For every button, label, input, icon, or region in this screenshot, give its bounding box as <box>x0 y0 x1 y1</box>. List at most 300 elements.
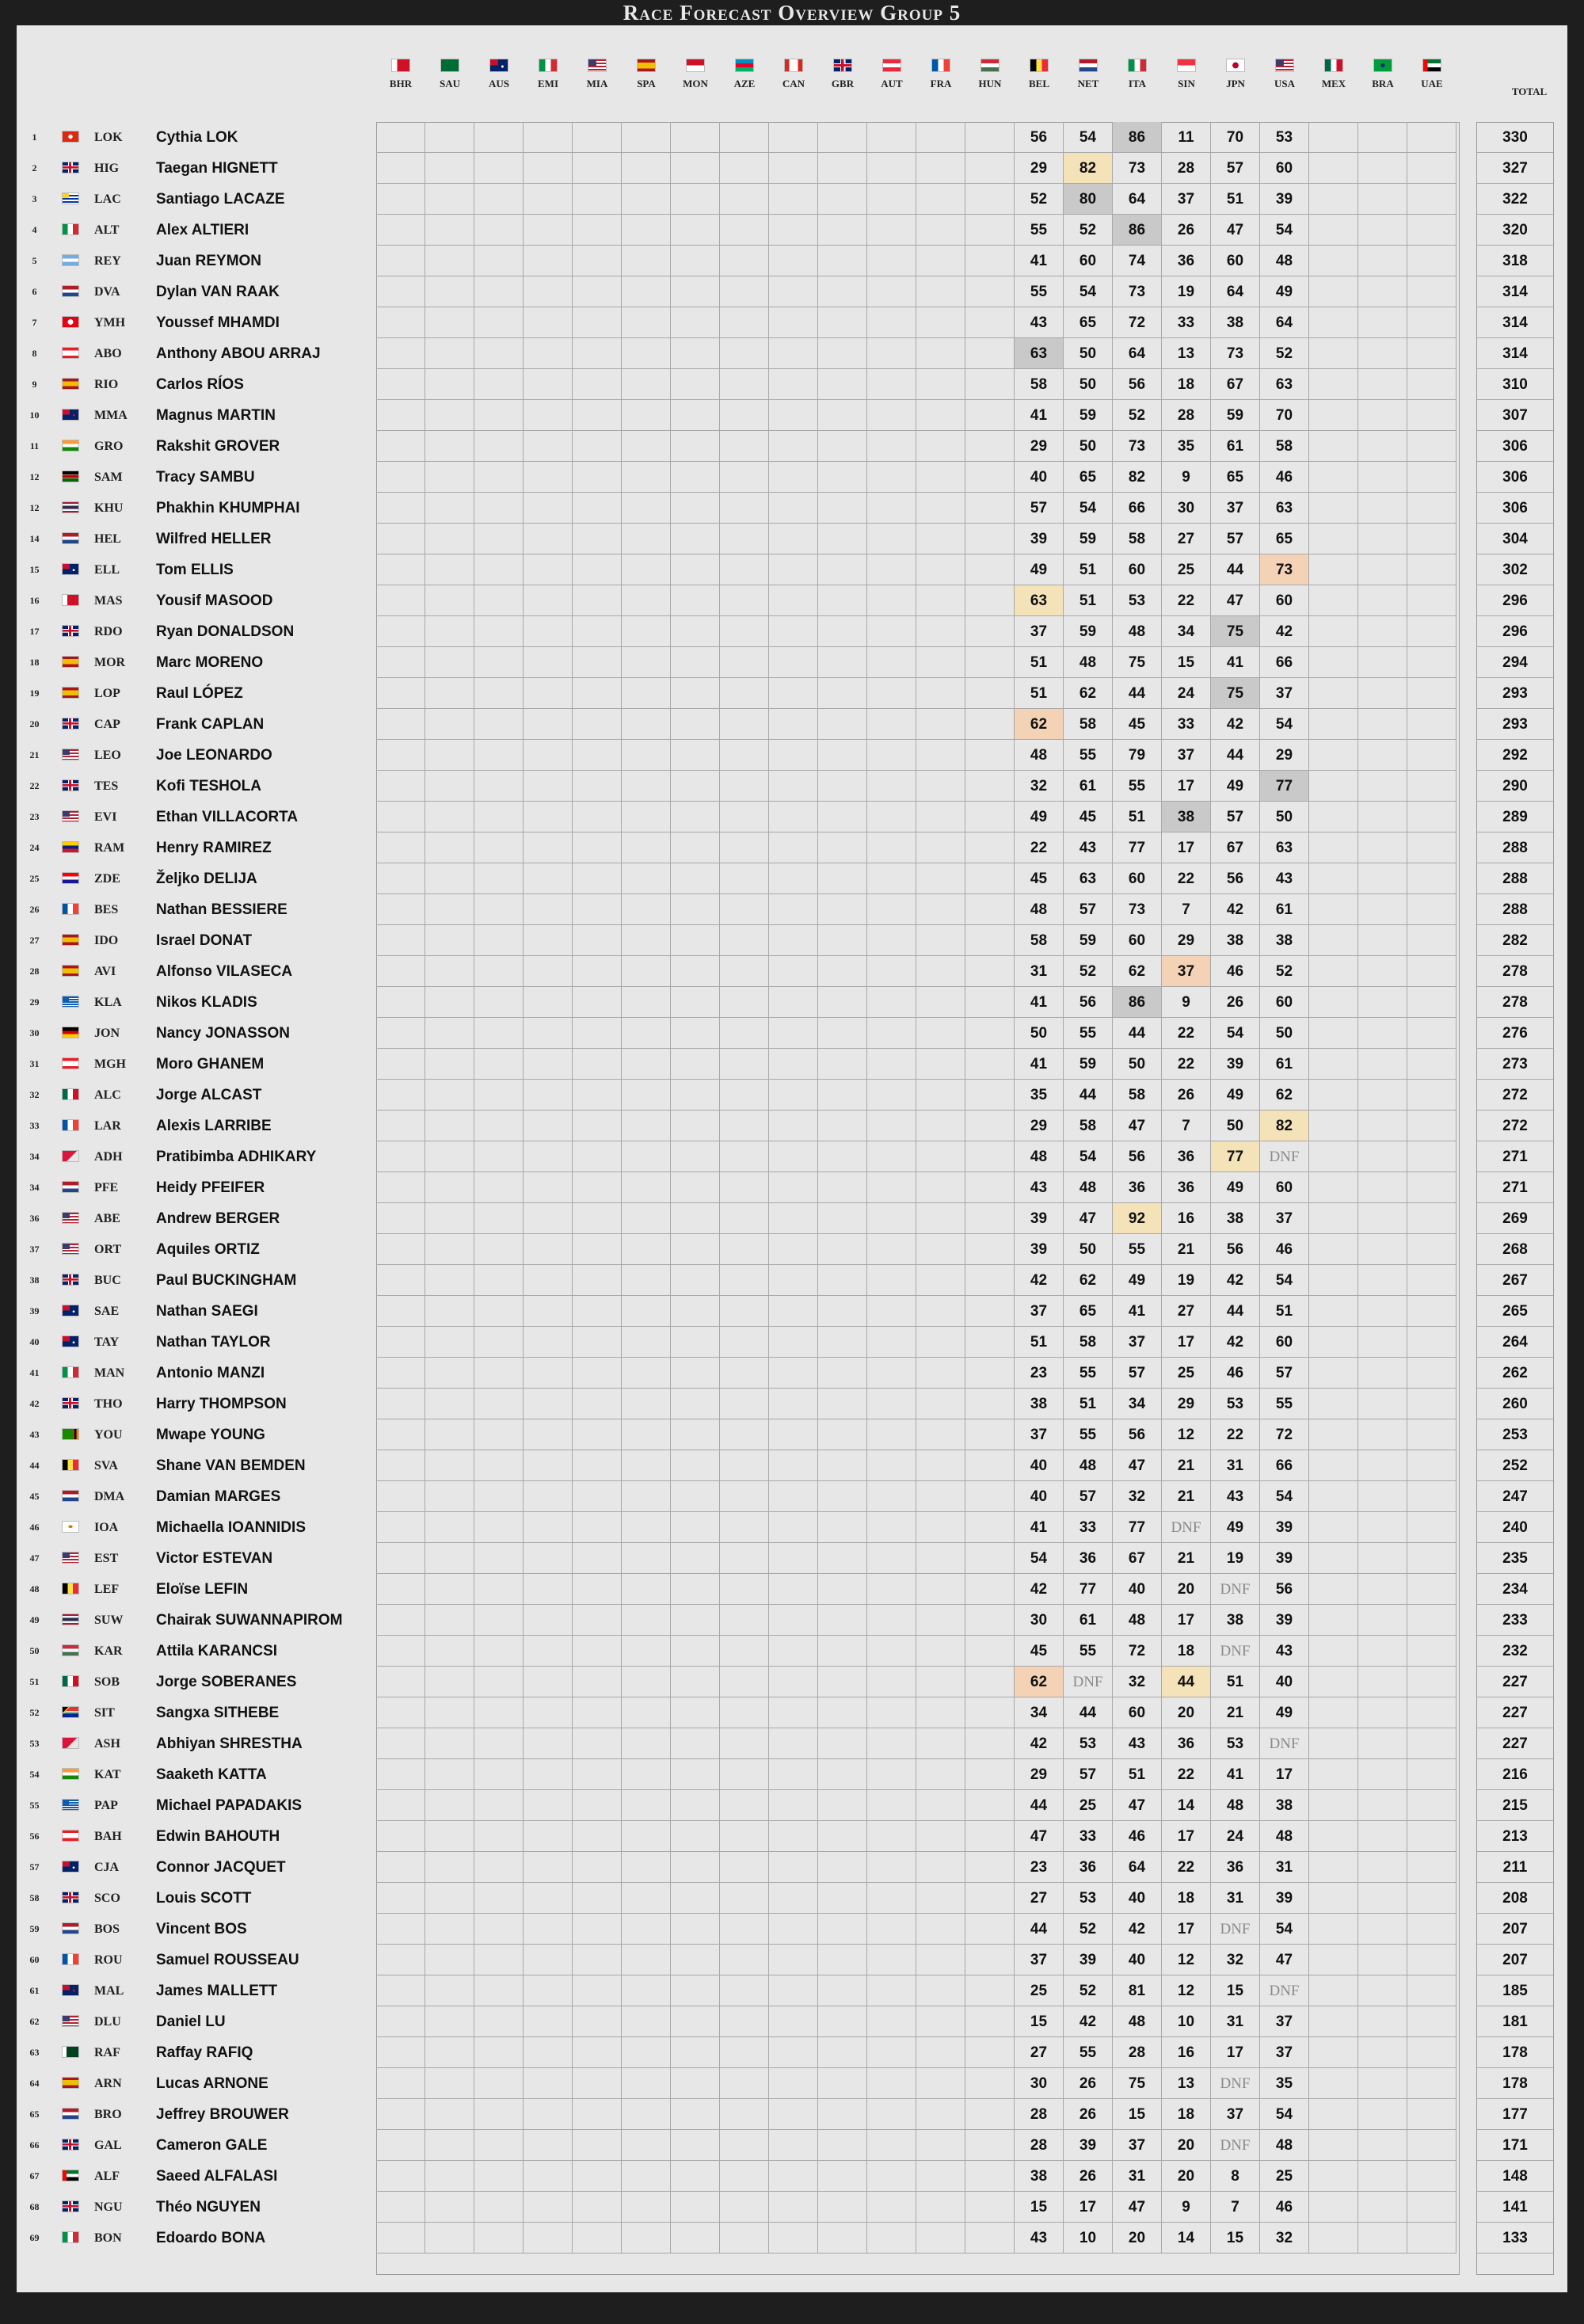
score-cell-mex <box>1309 524 1358 554</box>
score-cell-spa <box>622 431 671 462</box>
player-abbr: SCO <box>94 1892 120 1905</box>
score-cell-usa: 31 <box>1260 1852 1309 1883</box>
score-cell-fra <box>916 1203 965 1234</box>
score-cell-sau <box>425 1605 474 1636</box>
score-cell-sau <box>425 1111 474 1141</box>
score-cell-gbr <box>818 1790 867 1821</box>
score-cell-fra <box>916 246 965 276</box>
score-cell-mon <box>671 1296 720 1327</box>
score-cell-aus <box>474 709 524 740</box>
score-cell-mon <box>671 1450 720 1481</box>
score-cell-bra <box>1358 1111 1407 1141</box>
score-cell-bhr <box>376 493 425 524</box>
score-cell-net: DNF <box>1064 1667 1113 1697</box>
score-cell-aze <box>720 2130 769 2161</box>
score-cell-usa: 54 <box>1260 2099 1309 2130</box>
flag-us-icon <box>62 810 79 822</box>
score-cell-sau <box>425 771 474 802</box>
score-cell-spa <box>622 1790 671 1821</box>
rank: 20 <box>29 718 40 730</box>
score-cell-uae <box>1407 1821 1456 1852</box>
score-cell-uae <box>1407 1049 1456 1080</box>
score-cell-spa <box>622 1914 671 1945</box>
score-cell-mon <box>671 1080 720 1111</box>
score-cell-sau <box>425 1883 474 1914</box>
score-cell-hun <box>965 1667 1015 1697</box>
score-cell-ita: 56 <box>1113 1141 1162 1172</box>
score-cell-sin: 24 <box>1162 678 1211 709</box>
rank: 6 <box>32 286 37 297</box>
score-cell-emi <box>524 1605 573 1636</box>
player-name: Michaella IOANNIDIS <box>156 1519 306 1536</box>
score-cell-mon <box>671 524 720 554</box>
flag-jp-icon <box>1226 59 1245 72</box>
score-cell-uae <box>1407 2130 1456 2161</box>
table-row <box>17 1358 1567 1389</box>
score-cell-bra <box>1358 647 1407 678</box>
score-cell-fra <box>916 2099 965 2130</box>
total-cell: 185 <box>1477 1975 1553 2006</box>
score-cell-usa: 48 <box>1260 246 1309 276</box>
score-cell-emi <box>524 894 573 925</box>
score-cell-emi <box>524 802 573 832</box>
score-cell-emi <box>524 1697 573 1728</box>
score-cell-usa: 52 <box>1260 338 1309 369</box>
score-cell-usa: 39 <box>1260 1883 1309 1914</box>
score-cell-sau <box>425 431 474 462</box>
score-cell-mex <box>1309 2130 1358 2161</box>
flag-au-icon <box>62 1335 79 1347</box>
score-cell-net: 61 <box>1064 1605 1113 1636</box>
score-cell-can <box>769 925 818 956</box>
score-cell-usa: 53 <box>1260 122 1309 153</box>
score-cell-usa: 66 <box>1260 1450 1309 1481</box>
player-abbr: KAR <box>94 1644 123 1658</box>
score-cell-emi <box>524 1389 573 1419</box>
table-row <box>17 956 1567 987</box>
score-cell-aut <box>867 1018 916 1049</box>
score-cell-mia <box>573 307 622 338</box>
player-abbr: RAM <box>94 841 125 855</box>
rank: 36 <box>29 1213 40 1224</box>
score-cell-hun <box>965 1080 1015 1111</box>
score-cell-bel: 54 <box>1015 1543 1064 1574</box>
score-cell-net: 53 <box>1064 1728 1113 1759</box>
table-row <box>17 1759 1567 1790</box>
score-cell-net: 10 <box>1064 2223 1113 2254</box>
score-cell-mia <box>573 1296 622 1327</box>
score-cell-spa <box>622 153 671 184</box>
total-cell: 288 <box>1477 863 1553 894</box>
race-code: SPA <box>637 78 656 90</box>
score-cell-mon <box>671 678 720 709</box>
score-cell-hun <box>965 1358 1015 1389</box>
player-abbr: IDO <box>94 934 119 947</box>
score-cell-aus <box>474 1450 524 1481</box>
score-cell-mex <box>1309 1265 1358 1296</box>
score-cell-aus <box>474 802 524 832</box>
score-cell-gbr <box>818 987 867 1018</box>
score-cell-usa: 49 <box>1260 1697 1309 1728</box>
score-cell-net: 60 <box>1064 246 1113 276</box>
score-cell-bhr <box>376 1821 425 1852</box>
score-cell-usa: 77 <box>1260 771 1309 802</box>
score-cell-aus <box>474 863 524 894</box>
score-cell-ita: 92 <box>1113 1203 1162 1234</box>
score-cell-uae <box>1407 554 1456 585</box>
score-cell-aut <box>867 802 916 832</box>
score-cell-sau <box>425 400 474 431</box>
score-cell-usa: 54 <box>1260 215 1309 246</box>
score-cell-aus <box>474 2099 524 2130</box>
player-abbr: LAR <box>94 1119 121 1133</box>
score-cell-spa <box>622 1697 671 1728</box>
score-cell-bhr <box>376 1327 425 1358</box>
score-cell-aze <box>720 400 769 431</box>
score-cell-bra <box>1358 1358 1407 1389</box>
score-cell-mon <box>671 1883 720 1914</box>
score-cell-aus <box>474 1327 524 1358</box>
score-cell-bel: 41 <box>1015 246 1064 276</box>
score-cell-aut <box>867 1852 916 1883</box>
score-cell-uae <box>1407 2099 1456 2130</box>
total-cell: 296 <box>1477 585 1553 616</box>
score-cell-hun <box>965 1605 1015 1636</box>
flag-nl-icon <box>62 1181 79 1193</box>
race-header-hun <box>965 59 1015 106</box>
score-cell-bhr <box>376 771 425 802</box>
score-cell-sau <box>425 1389 474 1419</box>
score-cell-mex <box>1309 1728 1358 1759</box>
score-cell-aut <box>867 1945 916 1975</box>
score-cell-bel: 51 <box>1015 647 1064 678</box>
score-cell-mia <box>573 1945 622 1975</box>
total-cell: 278 <box>1477 987 1553 1018</box>
score-cell-mex <box>1309 1172 1358 1203</box>
score-cell-can <box>769 2068 818 2099</box>
score-cell-usa: 37 <box>1260 1203 1309 1234</box>
score-cell-ita: 67 <box>1113 1543 1162 1574</box>
flag-au-icon <box>489 59 508 72</box>
score-cell-can <box>769 1914 818 1945</box>
total-cell: 253 <box>1477 1419 1553 1450</box>
score-cell-bhr <box>376 1141 425 1172</box>
score-cell-aze <box>720 802 769 832</box>
score-cell-bel: 47 <box>1015 1821 1064 1852</box>
score-cell-net: 57 <box>1064 1759 1113 1790</box>
score-cell-uae <box>1407 400 1456 431</box>
player-abbr: YOU <box>94 1428 123 1442</box>
rank: 34 <box>29 1151 40 1162</box>
score-cell-net: 48 <box>1064 647 1113 678</box>
score-cell-bra <box>1358 1790 1407 1821</box>
score-cell-sin: 36 <box>1162 1172 1211 1203</box>
score-cell-hun <box>965 1790 1015 1821</box>
player-abbr: TES <box>94 779 119 793</box>
score-cell-can <box>769 246 818 276</box>
score-cell-emi <box>524 493 573 524</box>
score-cell-sin: 18 <box>1162 1883 1211 1914</box>
score-cell-aze <box>720 122 769 153</box>
rank: 7 <box>32 317 37 328</box>
score-cell-jpn: 37 <box>1211 493 1260 524</box>
score-cell-emi <box>524 1543 573 1574</box>
flag-az-icon <box>735 59 754 72</box>
score-cell-spa <box>622 1759 671 1790</box>
score-cell-bel: 63 <box>1015 338 1064 369</box>
score-cell-hun <box>965 1728 1015 1759</box>
score-cell-fra <box>916 400 965 431</box>
score-cell-gbr <box>818 802 867 832</box>
table-row <box>17 1327 1567 1358</box>
score-cell-fra <box>916 2037 965 2068</box>
score-cell-spa <box>622 1975 671 2006</box>
score-cell-sau <box>425 462 474 493</box>
rank: 28 <box>29 966 40 977</box>
score-cell-bel: 42 <box>1015 1574 1064 1605</box>
player-name: Ethan VILLACORTA <box>156 809 299 825</box>
score-cell-fra <box>916 338 965 369</box>
score-cell-aus <box>474 1883 524 1914</box>
score-cell-can <box>769 1543 818 1574</box>
score-cell-usa: 57 <box>1260 1358 1309 1389</box>
score-cell-sin: 13 <box>1162 338 1211 369</box>
score-cell-spa <box>622 2130 671 2161</box>
score-cell-ita: 86 <box>1113 215 1162 246</box>
score-cell-mia <box>573 1852 622 1883</box>
score-cell-hun <box>965 369 1015 400</box>
score-cell-net: 50 <box>1064 431 1113 462</box>
table-row <box>17 1914 1567 1945</box>
player-abbr: GRO <box>94 440 124 453</box>
score-cell-aut <box>867 246 916 276</box>
race-code: GBR <box>831 78 855 90</box>
score-cell-bhr <box>376 215 425 246</box>
player-name: Connor JACQUET <box>156 1859 286 1876</box>
score-cell-aze <box>720 2068 769 2099</box>
score-cell-mex <box>1309 740 1358 771</box>
total-header: TOTAL <box>1511 86 1548 97</box>
score-cell-sau <box>425 647 474 678</box>
player-name: Moro GHANEM <box>156 1056 265 1072</box>
score-cell-aut <box>867 1790 916 1821</box>
score-cell-mon <box>671 2006 720 2037</box>
score-cell-bra <box>1358 2161 1407 2192</box>
score-cell-sin: 22 <box>1162 1852 1211 1883</box>
score-cell-can <box>769 1450 818 1481</box>
score-cell-bel: 28 <box>1015 2099 1064 2130</box>
score-cell-hun <box>965 554 1015 585</box>
score-cell-spa <box>622 709 671 740</box>
score-cell-aze <box>720 1945 769 1975</box>
total-cell: 322 <box>1477 184 1553 215</box>
score-cell-sau <box>425 184 474 215</box>
score-cell-aze <box>720 1667 769 1697</box>
score-cell-bra <box>1358 1080 1407 1111</box>
score-cell-fra <box>916 122 965 153</box>
score-cell-aut <box>867 1234 916 1265</box>
score-cell-jpn: 47 <box>1211 215 1260 246</box>
score-cell-usa: 35 <box>1260 2068 1309 2099</box>
table-row <box>17 246 1567 276</box>
score-cell-net: 50 <box>1064 369 1113 400</box>
score-cell-uae <box>1407 1914 1456 1945</box>
score-cell-gbr <box>818 740 867 771</box>
score-cell-gbr <box>818 431 867 462</box>
score-cell-fra <box>916 1790 965 1821</box>
score-cell-spa <box>622 276 671 307</box>
table-row <box>17 307 1567 338</box>
rank: 12 <box>29 502 40 513</box>
score-cell-mon <box>671 400 720 431</box>
score-cell-bhr <box>376 1080 425 1111</box>
score-cell-mex <box>1309 1543 1358 1574</box>
score-cell-gbr <box>818 1605 867 1636</box>
score-cell-sau <box>425 493 474 524</box>
score-cell-jpn: 75 <box>1211 678 1260 709</box>
rank: 57 <box>29 1861 40 1873</box>
player-abbr: SVA <box>94 1459 118 1473</box>
score-cell-bhr <box>376 1389 425 1419</box>
score-cell-aze <box>720 1296 769 1327</box>
race-header-mia <box>573 59 622 106</box>
score-cell-spa <box>622 863 671 894</box>
rank: 42 <box>29 1398 40 1409</box>
score-cell-fra <box>916 647 965 678</box>
score-cell-sau <box>425 1203 474 1234</box>
score-cell-emi <box>524 956 573 987</box>
score-cell-can <box>769 1667 818 1697</box>
score-cell-bhr <box>376 2161 425 2192</box>
score-cell-bra <box>1358 1945 1407 1975</box>
score-cell-mon <box>671 1018 720 1049</box>
score-cell-sau <box>425 1265 474 1296</box>
score-cell-ita: 50 <box>1113 1049 1162 1080</box>
flag-gb-icon <box>62 718 79 730</box>
score-cell-ita: 32 <box>1113 1667 1162 1697</box>
score-cell-can <box>769 1512 818 1543</box>
player-abbr: ALF <box>94 2170 120 2183</box>
total-cell: 314 <box>1477 276 1553 307</box>
score-cell-emi <box>524 2130 573 2161</box>
score-cell-hun <box>965 1821 1015 1852</box>
flag-gb-icon <box>62 1397 79 1409</box>
score-cell-sin: 22 <box>1162 863 1211 894</box>
score-cell-mon <box>671 1111 720 1141</box>
score-cell-sin: 12 <box>1162 1419 1211 1450</box>
score-cell-mex <box>1309 2006 1358 2037</box>
score-cell-jpn: 56 <box>1211 863 1260 894</box>
score-cell-spa <box>622 1296 671 1327</box>
flag-uy-icon <box>62 192 79 204</box>
score-cell-aze <box>720 276 769 307</box>
score-cell-bhr <box>376 2068 425 2099</box>
score-cell-mon <box>671 647 720 678</box>
score-cell-ita: 51 <box>1113 802 1162 832</box>
score-cell-bra <box>1358 1759 1407 1790</box>
score-cell-aze <box>720 647 769 678</box>
score-cell-can <box>769 1018 818 1049</box>
rank: 63 <box>29 2047 40 2058</box>
table-row <box>17 554 1567 585</box>
score-cell-fra <box>916 2006 965 2037</box>
score-cell-fra <box>916 1450 965 1481</box>
rank: 22 <box>29 780 40 791</box>
score-cell-aus <box>474 832 524 863</box>
standings-panel <box>17 25 1567 2292</box>
table-row <box>17 2161 1567 2192</box>
score-cell-hun <box>965 2192 1015 2223</box>
score-cell-emi <box>524 1203 573 1234</box>
rank: 47 <box>29 1553 40 1564</box>
player-abbr: GAL <box>94 2139 122 2152</box>
table-row <box>17 1265 1567 1296</box>
score-cell-sin: 35 <box>1162 431 1211 462</box>
score-cell-uae <box>1407 2068 1456 2099</box>
rank: 64 <box>29 2078 40 2089</box>
score-cell-can <box>769 1605 818 1636</box>
score-cell-mex <box>1309 1852 1358 1883</box>
score-cell-hun <box>965 1512 1015 1543</box>
score-cell-uae <box>1407 771 1456 802</box>
player-name: Israel DONAT <box>156 932 253 949</box>
score-cell-hun <box>965 956 1015 987</box>
score-cell-ita: 36 <box>1113 1172 1162 1203</box>
score-cell-mia <box>573 1234 622 1265</box>
score-cell-net: 57 <box>1064 1481 1113 1512</box>
rank: 10 <box>29 410 40 421</box>
score-cell-bra <box>1358 2099 1407 2130</box>
score-cell-mia <box>573 1172 622 1203</box>
rank: 25 <box>29 873 40 884</box>
table-row <box>17 1636 1567 1667</box>
player-name: Tracy SAMBU <box>156 469 255 486</box>
player-name: Raul LÓPEZ <box>156 685 243 702</box>
score-cell-aus <box>474 462 524 493</box>
score-cell-can <box>769 122 818 153</box>
score-cell-mex <box>1309 1049 1358 1080</box>
flag-es-icon <box>62 656 79 668</box>
score-cell-sau <box>425 802 474 832</box>
score-cell-bhr <box>376 585 425 616</box>
score-cell-aut <box>867 740 916 771</box>
score-cell-net: 55 <box>1064 1018 1113 1049</box>
score-cell-aus <box>474 524 524 554</box>
score-cell-aze <box>720 1049 769 1080</box>
score-cell-mon <box>671 2037 720 2068</box>
score-cell-bhr <box>376 1450 425 1481</box>
score-cell-bra <box>1358 925 1407 956</box>
score-cell-net: 52 <box>1064 1914 1113 1945</box>
score-cell-net: 52 <box>1064 1975 1113 2006</box>
score-cell-uae <box>1407 1203 1456 1234</box>
score-cell-mia <box>573 554 622 585</box>
score-cell-sin: 36 <box>1162 1728 1211 1759</box>
score-cell-usa: 42 <box>1260 616 1309 647</box>
score-cell-can <box>769 1728 818 1759</box>
score-cell-mon <box>671 1481 720 1512</box>
score-cell-uae <box>1407 1605 1456 1636</box>
score-cell-ita: 77 <box>1113 832 1162 863</box>
score-cell-mex <box>1309 338 1358 369</box>
score-cell-mia <box>573 1821 622 1852</box>
score-cell-net: 45 <box>1064 802 1113 832</box>
flag-it-icon <box>62 223 79 235</box>
score-cell-sin: 18 <box>1162 1636 1211 1667</box>
flag-gr-icon <box>62 996 79 1008</box>
score-cell-gbr <box>818 1141 867 1172</box>
score-cell-usa: 49 <box>1260 276 1309 307</box>
